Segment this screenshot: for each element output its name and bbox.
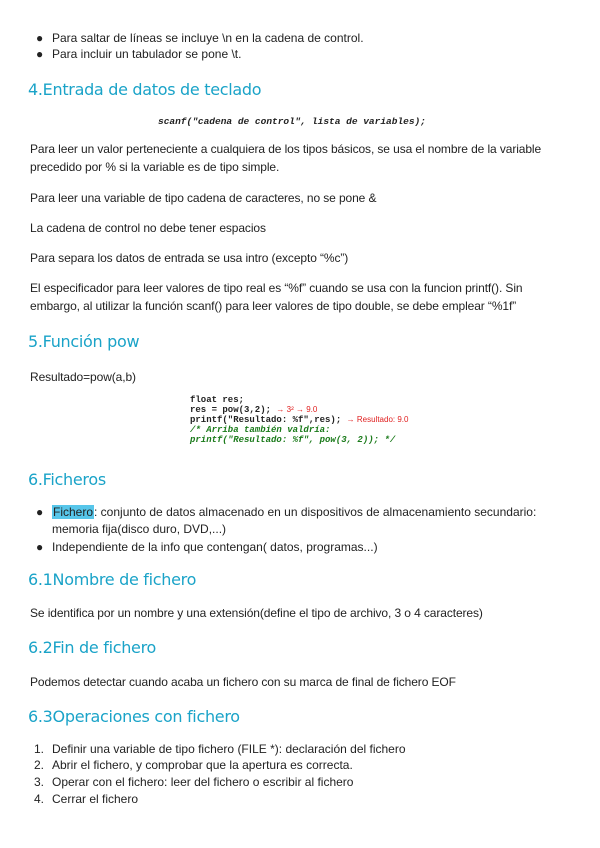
paragraph: Se identifica por un nombre y una extensión(define el tipo de archivo, 3 o 4 caracteres) — [30, 606, 483, 620]
paragraph: Resultado=pow(a,b) — [30, 370, 136, 384]
bullet-icon: ● — [36, 540, 44, 554]
document-page: ● Para saltar de líneas se incluye \n en la cadena de control. ● Para incluir un tabulador se pone \t. 4.Entrada de datos de teclado scanf("cadena de control", lista de variables); Para leer un valor perteneciente a cualquiera de los tipos básicos, se usa el nombre de la variable precedido por % si la variable es de tipo simple. Para leer una variable de tipo cadena de caracteres, no se pone & La cadena de control no debe tener espacios Para separa los datos de entrada se usa intro (excepto “%c”) El especificador para leer valores de tipo real es “%f” cuando se usa con la funcion printf(). Sin embargo, al utilizar la función scanf() para leer valores de tipo double, se debe emplear “%1f” 5.Función pow Resultado=pow(a,b) float res; res = pow(3,2); → 3² → 9.0 printf("Resultado: %f",res); → Resultado: 9.0 /* Arriba también valdría: printf("Resultado: %f", pow(3, 2)); */ 6.Ficheros ● Fichero: conjunto de datos almacenado en un dispositivos de almacenamiento secundario: memoria fija(disco duro, DVD,...) ● Independiente de la info que contengan( datos, programas...) 6.1Nombre de fichero Se identifica por un nombre y una extensión(define el tipo de archivo, 3 o 4 caracteres) 6.2Fin de fichero Podemos detectar cuando acaba un fichero con su marca de final de fichero EOF 6.3Operaciones con fichero 1. Definir una variable de tipo fichero (FILE *): declaración del fichero 2. Abrir el fichero, y comprobar que la apertura es correcta. 3. Operar con el fichero: leer del fichero o escribir al fichero 4. Cerrar el fichero — [0, 0, 600, 848]
paragraph: Para leer un valor perteneciente a cualquiera de los tipos básicos, se usa el nombre de la variable precedido por % si la variable es de tipo simple. — [30, 142, 542, 174]
paragraph: Para leer una variable de tipo cadena de caracteres, no se pone & — [30, 191, 377, 205]
code-snippet: scanf("cadena de control", lista de variables); — [158, 116, 426, 127]
paragraph: Podemos detectar cuando acaba un fichero con su marca de final de fichero EOF — [30, 675, 456, 689]
bullet-icon: ● — [36, 47, 44, 61]
bullet-icon: ● — [36, 31, 44, 45]
section-heading: 4.Entrada de datos de teclado — [28, 80, 262, 99]
paragraph: El especificador para leer valores de tipo real es “%f” cuando se usa con la funcion printf(). Sin embargo, al utilizar la función scanf() para leer valores de tipo double, se debe emplear “%1f” — [30, 281, 523, 313]
paragraph: La cadena de control no debe tener espacios — [30, 221, 266, 235]
section-heading: 6.Ficheros — [28, 470, 106, 489]
highlighted-term: Fichero — [53, 505, 94, 519]
bullet-icon: ● — [36, 505, 44, 519]
section-heading: 6.3Operaciones con fichero — [28, 707, 240, 726]
section-heading: 5.Función pow — [28, 332, 140, 351]
paragraph: Para separa los datos de entrada se usa intro (excepto “%c”) — [30, 251, 349, 265]
section-heading: 6.2Fin de fichero — [28, 638, 157, 657]
section-heading: 6.1Nombre de fichero — [28, 570, 197, 589]
code-block: float res; res = pow(3,2); → 3² → 9.0 printf("Resultado: %f",res); → Resultado: 9.0 /* Arriba también valdría: printf("Resultado: %f", pow(3, 2)); */ — [190, 395, 409, 445]
